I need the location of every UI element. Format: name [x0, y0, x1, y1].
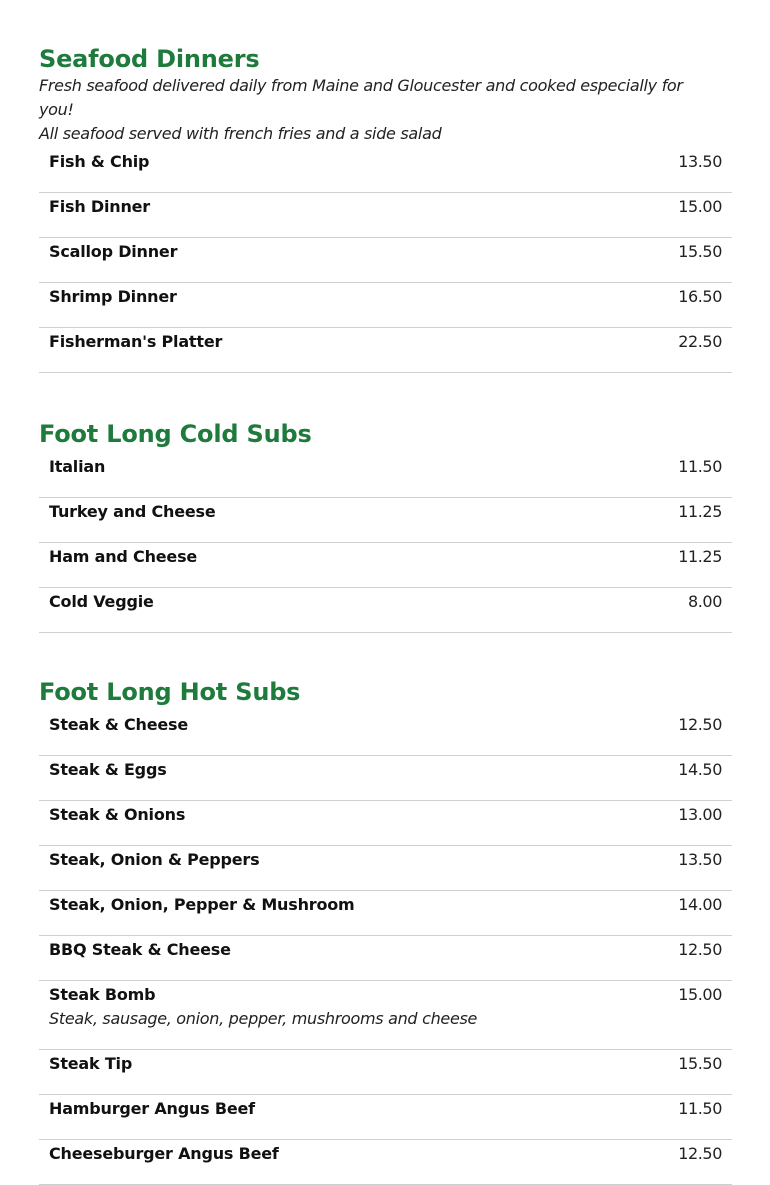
menu-item-list [39, 148, 732, 373]
section-description-line: Fresh seafood delivered daily from Maine and Gloucester and cooked especially for [39, 76, 683, 95]
menu-item-price: 13.00 [678, 805, 722, 824]
menu-item[interactable] [39, 936, 732, 981]
menu-item[interactable] [39, 981, 732, 1050]
menu-item[interactable] [39, 148, 732, 193]
menu-item-price: 11.25 [678, 547, 722, 566]
menu-item-name: Fish & Chip [49, 152, 150, 171]
menu-item[interactable] [39, 711, 732, 756]
menu-item[interactable] [39, 1095, 732, 1140]
menu-item-price: 8.00 [687, 592, 722, 611]
menu-item-price: 12.50 [678, 715, 722, 734]
menu-item-price: 16.50 [678, 287, 722, 306]
section-title: Foot Long Hot Subs [39, 678, 301, 706]
menu-item[interactable] [39, 801, 732, 846]
menu-item-list [39, 453, 732, 633]
menu-item[interactable] [39, 756, 732, 801]
menu-item-name: Cheeseburger Angus Beef [49, 1144, 279, 1163]
section-description-line: you! [39, 100, 74, 119]
menu-item-name: Steak & Eggs [49, 760, 167, 779]
menu-item-price: 11.50 [678, 1099, 722, 1118]
menu-item-price: 13.50 [678, 152, 722, 171]
menu-item-price: 22.50 [678, 332, 722, 351]
menu-item-name: Steak & Cheese [49, 715, 188, 734]
menu-item-price: 15.50 [678, 242, 722, 261]
menu-item-name: Turkey and Cheese [49, 502, 216, 521]
menu-item-price: 15.00 [678, 197, 722, 216]
section-foot-long-hot-subs [39, 677, 732, 1185]
menu-item-price: 11.25 [678, 502, 722, 521]
menu-item-name: Steak & Onions [49, 805, 186, 824]
menu-item-name: Scallop Dinner [49, 242, 178, 261]
menu-item-price: 13.50 [678, 850, 722, 869]
menu-item[interactable] [39, 588, 732, 633]
menu-item[interactable] [39, 1050, 732, 1095]
menu-item[interactable] [39, 283, 732, 328]
menu-item-price: 14.50 [678, 760, 722, 779]
menu-item-price: 15.50 [678, 1054, 722, 1073]
menu-item[interactable] [39, 498, 732, 543]
menu-item-name: Shrimp Dinner [49, 287, 177, 306]
menu-item[interactable] [39, 238, 732, 283]
menu-item[interactable] [39, 543, 732, 588]
menu-item[interactable] [39, 891, 732, 936]
menu-item[interactable] [39, 453, 732, 498]
menu-item-price: 15.00 [678, 985, 722, 1004]
menu-item-price: 14.00 [678, 895, 722, 914]
menu-item[interactable] [39, 846, 732, 891]
section-seafood-dinners [39, 44, 732, 373]
section-title: Foot Long Cold Subs [39, 420, 312, 448]
menu-item-name: Steak Tip [49, 1054, 133, 1073]
menu-item-name: Steak, Onion, Pepper & Mushroom [49, 895, 355, 914]
menu-item[interactable] [39, 1140, 732, 1185]
menu-item-price: 12.50 [678, 940, 722, 959]
menu-item-name: BBQ Steak & Cheese [49, 940, 231, 959]
section-title: Seafood Dinners [39, 45, 260, 73]
menu-item[interactable] [39, 328, 732, 373]
menu-item-price: 11.50 [678, 457, 722, 476]
menu-item-description: Steak, sausage, onion, pepper, mushrooms and cheese [49, 1009, 478, 1028]
section-foot-long-cold-subs [39, 419, 732, 633]
menu-item-name: Steak Bomb [49, 985, 156, 1004]
menu-item-name: Cold Veggie [49, 592, 154, 611]
menu-item-name: Fisherman's Platter [49, 332, 223, 351]
menu-item-list [39, 711, 732, 1185]
menu-item-name: Hamburger Angus Beef [49, 1099, 255, 1118]
section-description-line: All seafood served with french fries and a side salad [39, 124, 442, 143]
menu-item[interactable] [39, 193, 732, 238]
menu-item-name: Fish Dinner [49, 197, 150, 216]
menu-item-name: Steak, Onion & Peppers [49, 850, 260, 869]
menu-item-name: Ham and Cheese [49, 547, 198, 566]
menu-item-price: 12.50 [678, 1144, 722, 1163]
menu-item-name: Italian [49, 457, 106, 476]
